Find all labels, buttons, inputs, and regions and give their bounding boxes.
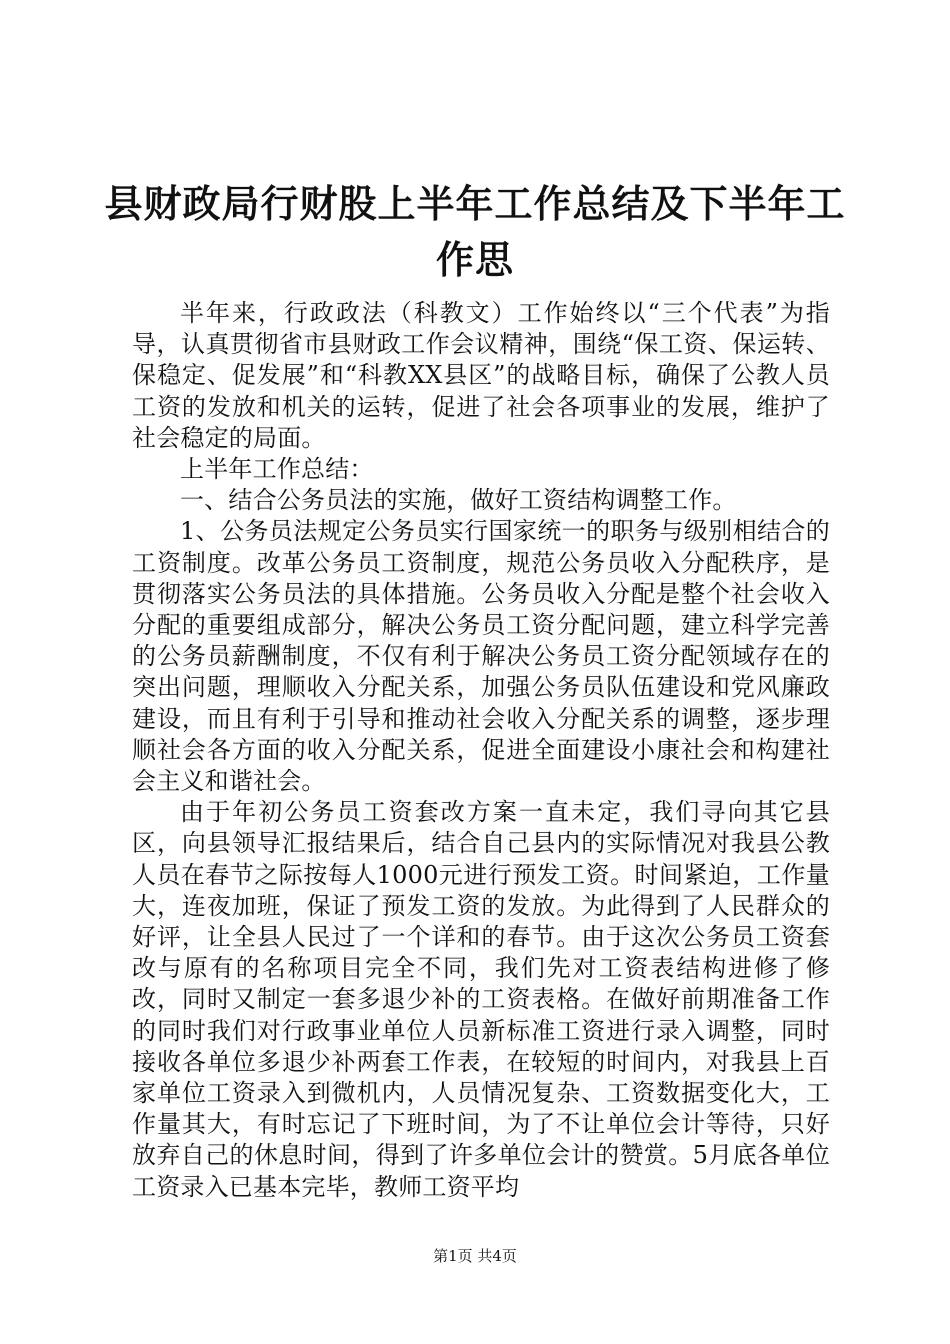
paragraph-section-one-heading: 一、结合公务员法的实施，做好工资结构调整工作。 — [180, 486, 737, 515]
paragraph-summary-heading: 上半年工作总结： — [180, 455, 374, 484]
paragraph-intro: 半年来，行政政法（科教文）工作始终以“三个代表”为指导，认真贯彻省市县财政工作会议精神，围绕“保工资、保运转、保稳定、促发展”和“科教XX县区”的战略目标，确保了公教人员工资的发放和机关的运转，促进了社会各项事业的发展，维护了社会稳定的局面。 — [132, 299, 830, 452]
document-body — [132, 298, 830, 1203]
paragraph-salary-work: 由于年初公务员工资套改方案一直未定，我们寻向其它县区，向县领导汇报结果后，结合自己县内的实际情况对我县公教人员在春节之际按每人1000元进行预发工资。时间紧迫，工作量大，连夜加班，保证了预发工资的发放。为此得到了人民群众的好评，让全县人民过了一个详和的春节。由于这次公务员工资套改与原有的名称项目完全不同，我们先对工资表结构进修了修改，同时又制定一套多退少补的工资表格。在做好前期准备工作的同时我们对行政事业单位人员新标准工资进行录入调整，同时接收各单位多退少补两套工作表，在较短的时间内，对我县上百家单位工资录入到微机内，人员情况复杂、工资数据变化大，工作量其大，有时忘记了下班时间，为了不让单位会计等待，只好放弃自己的休息时间，得到了许多单位会计的赞赏。5月底各单位工资录入已基本完毕，教师工资平均 — [132, 798, 830, 1201]
page-footer: 第1页 共4页 — [433, 1247, 517, 1265]
paragraph-item-one: 1、公务员法规定公务员实行国家统一的职务与级别相结合的工资制度。改革公务员工资制度，规范公务员收入分配秩序，是贯彻落实公务员法的具体措施。公务员收入分配是整个社会收入分配的重要组成部分，解决公务员工资分配问题，建立科学完善的公务员薪酬制度，不仅有利于解决公务员工资分配领域存在的突出问题，理顺收入分配关系，加强公务员队伍建设和党风廉政建设，而且有利于引导和推动社会收入分配关系的调整，逐步理顺社会各方面的收入分配关系，促进全面建设小康社会和构建社会主义和谐社会。 — [132, 517, 830, 796]
document-title: 县财政局行财股上半年工作总结及下半年工作思 — [104, 181, 846, 282]
